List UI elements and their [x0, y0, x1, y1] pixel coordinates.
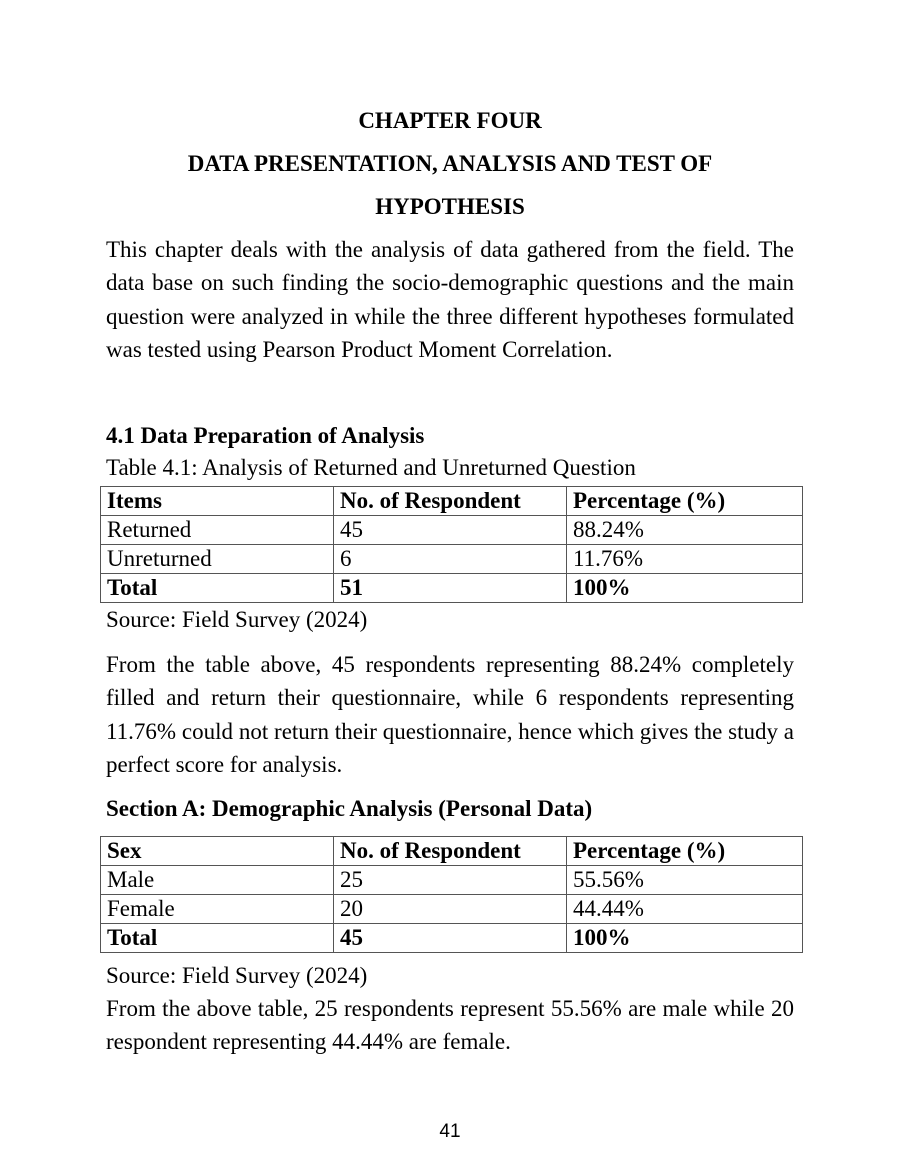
table-4-1-caption: Table 4.1: Analysis of Returned and Unreturned Question: [106, 455, 636, 480]
table-cell: 44.44%: [567, 895, 803, 924]
table-cell: 55.56%: [567, 866, 803, 895]
table-cell: Returned: [101, 516, 334, 545]
section-a-source: Source: Field Survey (2024): [106, 963, 368, 988]
section-a-heading: Section A: Demographic Analysis (Personal Data): [106, 796, 593, 821]
table-cell: Female: [101, 895, 334, 924]
table-cell: Male: [101, 866, 334, 895]
table-row: [101, 516, 803, 545]
table-cell: 6: [334, 545, 567, 574]
header-cell: No. of Respondent: [334, 837, 567, 866]
header-cell: Percentage (%): [567, 837, 803, 866]
table-row: [101, 895, 803, 924]
table-row: [101, 866, 803, 895]
total-cell: 51: [334, 574, 567, 603]
table-header-row: [101, 837, 803, 866]
table-header-row: [101, 487, 803, 516]
chapter-title-line-1: DATA PRESENTATION, ANALYSIS AND TEST OF: [187, 151, 713, 176]
intro-paragraph: This chapter deals with the analysis of data gathered from the field. The data base on such finding the socio-demographic questions and the main question were analyzed in while the three different hypotheses formulated was tested using Pearson Product Moment Correlation.: [106, 237, 794, 362]
table-4-1-source: Source: Field Survey (2024): [106, 607, 368, 632]
table-cell: 20: [334, 895, 567, 924]
total-cell: 100%: [567, 924, 803, 953]
table-cell: 45: [334, 516, 567, 545]
chapter-title-line-2: HYPOTHESIS: [375, 194, 525, 219]
header-cell: No. of Respondent: [334, 487, 567, 516]
header-cell: Percentage (%): [567, 487, 803, 516]
table-cell: 11.76%: [567, 545, 803, 574]
table-total-row: [101, 924, 803, 953]
header-cell: Sex: [101, 837, 334, 866]
table-total-row: [101, 574, 803, 603]
table-cell: Unreturned: [101, 545, 334, 574]
table-cell: 88.24%: [567, 516, 803, 545]
sex-distribution-table: [100, 836, 803, 953]
chapter-number-title: CHAPTER FOUR: [358, 108, 542, 133]
table-4-1-paragraph: From the table above, 45 respondents representing 88.24% completely filled and return their questionnaire, while 6 respondents representing 11.76% could not return their questionnaire, hence which gives the study a perfect score for analysis.: [106, 652, 794, 777]
total-cell: Total: [101, 574, 334, 603]
header-cell: Items: [101, 487, 334, 516]
page-number: 41: [439, 1121, 461, 1142]
section-a-paragraph: From the above table, 25 respondents represent 55.56% are male while 20 respondent representing 44.44% are female.: [106, 996, 794, 1055]
total-cell: 45: [334, 924, 567, 953]
section-4-1-heading: 4.1 Data Preparation of Analysis: [106, 423, 425, 448]
returned-questionnaire-table: [100, 486, 803, 603]
total-cell: Total: [101, 924, 334, 953]
table-cell: 25: [334, 866, 567, 895]
table-row: [101, 545, 803, 574]
total-cell: 100%: [567, 574, 803, 603]
